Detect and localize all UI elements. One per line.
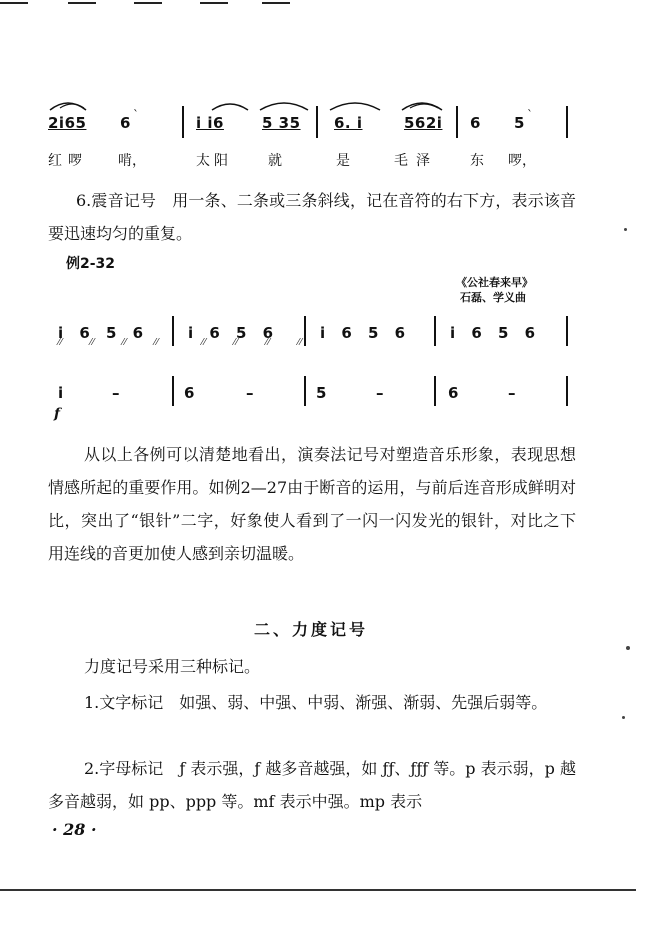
note: 6	[184, 384, 195, 402]
top-rule	[134, 2, 162, 4]
dash: –	[376, 384, 384, 402]
breath-mark: `	[133, 108, 139, 122]
note: 6	[120, 114, 131, 132]
dash: –	[246, 384, 254, 402]
bar-line	[182, 106, 184, 138]
section-title: 二、力度记号	[253, 620, 368, 639]
note-group: 2i65	[48, 114, 87, 132]
note: 6	[448, 384, 459, 402]
top-rule	[68, 2, 96, 4]
example-label: 例2-32	[66, 256, 116, 272]
section-6-paragraph	[48, 184, 576, 250]
breath-mark: `	[527, 108, 533, 122]
bar-line	[434, 376, 436, 406]
section-6-heading: 6.震音记号	[76, 191, 157, 210]
bar-line	[316, 106, 318, 138]
note-group: 6. i	[334, 114, 363, 132]
dash: –	[112, 384, 120, 402]
source-authors: 石磊、学义曲	[460, 291, 526, 304]
note: 5	[514, 114, 525, 132]
note: 5	[316, 384, 327, 402]
lyric: 毛泽	[394, 153, 438, 169]
bar-line	[566, 106, 568, 138]
lyric: 东	[470, 153, 484, 169]
example-source	[456, 275, 533, 305]
note: 6	[470, 114, 481, 132]
tremolo-measure: i 6 5 6	[450, 324, 536, 342]
lyric: 太阳	[196, 153, 232, 169]
tremolo-measure: i 6 5 6	[188, 324, 274, 342]
scan-speck	[624, 228, 627, 231]
source-title: 《公社春来早》	[456, 276, 533, 289]
note: i	[58, 384, 64, 402]
bottom-rule	[0, 889, 636, 891]
dynamic-marking: f	[54, 406, 61, 422]
tremolo-measure: i 6 5 6	[320, 324, 406, 342]
bar-line	[566, 376, 568, 406]
item-text-marks: 1.文字标记 如强、弱、中强、中弱、渐强、渐弱、先强后弱等。	[84, 693, 548, 712]
scan-speck	[626, 646, 630, 650]
lyric: 啃，	[118, 153, 146, 169]
tremolo-slashes: ⁄⁄ ⁄⁄ ⁄⁄ ⁄⁄ ⁄⁄ ⁄⁄ ⁄⁄ ⁄⁄	[58, 338, 303, 348]
bar-line	[456, 106, 458, 138]
tremolo-measure: i 6 5 6	[58, 324, 144, 342]
note-group: i i6	[196, 114, 224, 132]
bar-line	[172, 376, 174, 406]
lyric: 红啰	[48, 153, 88, 169]
page-number: · 28 ·	[52, 820, 97, 839]
dash: –	[508, 384, 516, 402]
lyric: 啰，	[508, 153, 536, 169]
paragraph-expression-marks: 从以上各例可以清楚地看出，演奏法记号对塑造音乐形象，表现思想情感所起的重要作用。如例2—27由于断音的运用，与前后连音形成鲜明对比，突出了“银针”二字，好象使人看到了一闪一闪发光的银针，对比之下用连线的音更加使人感到亲切温暖。	[48, 445, 576, 563]
lyric: 是	[336, 153, 350, 169]
note-group: 5 35	[262, 114, 301, 132]
slur-marks	[40, 92, 600, 114]
item-letter-marks: 2.字母标记 ƒ 表示强，ƒ 越多音越强，如 ƒƒ、ƒƒƒ 等。p 表示弱，p 越多音越弱，如 pp、ppp 等。mf 表示中强。mp 表示	[48, 759, 576, 811]
section-6-text: 用一条、二条或三条斜线，记在音符的右下方，表示该音要迅速均匀的重复。	[48, 191, 576, 243]
scan-speck	[622, 716, 625, 719]
top-rule	[0, 2, 28, 4]
bar-line	[304, 376, 306, 406]
top-rule	[262, 2, 290, 4]
note-group: 562i	[404, 114, 443, 132]
paragraph-dynamics-intro: 力度记号采用三种标记。	[84, 657, 261, 676]
top-rule	[200, 2, 228, 4]
lyric: 就	[268, 153, 282, 169]
